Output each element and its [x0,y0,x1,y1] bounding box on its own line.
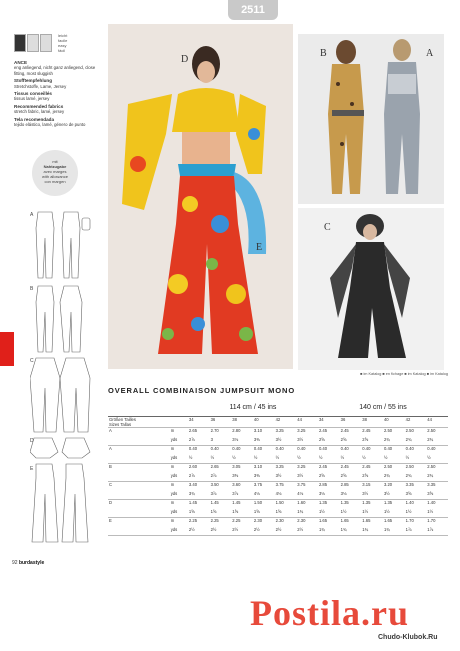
badge-line: avec marges [43,169,67,174]
yardage-cell: 2⅝ [318,437,340,446]
yardage-cell: 2⅝ [361,473,383,482]
yardage-cell: 2.85 [340,482,349,487]
model-illustration [298,208,444,370]
info-heading: Recommended fabrics [14,103,64,109]
yardage-cell: 4⅛ [275,491,297,500]
figure-letter: B [320,48,327,59]
table-row [108,482,448,491]
yardage-cell: 3.35 [405,482,414,487]
yardage-cell: 0.40 [210,446,219,451]
main-photo-d-e [108,24,293,369]
group-header: 140 cm / 55 ins [318,404,448,417]
row-label [108,473,170,482]
info-heading: Stofftempfehlung [14,78,53,84]
sketch-label-d: D [30,438,34,444]
size-cell: 42 [405,417,427,428]
yardage-cell: 2½ [296,527,318,536]
row-label [108,509,170,518]
size-cell: 36 [340,417,362,428]
unit-label: m [170,500,175,505]
difficulty-line: fácil [58,48,66,53]
yardage-cell: 0.40 [253,446,263,451]
fabric-icon [40,34,52,52]
row-label [108,527,170,536]
info-text: tejido elástico, lamé, género de punto [14,122,86,128]
table-group-header [108,404,448,417]
yardage-cell: ½ [318,455,340,464]
size-cell: 36 [210,417,232,428]
yardage-cell: 3⅛ [231,437,253,446]
yardage-cell: 2¾ [383,437,405,446]
seam-allowance-badge [32,150,78,196]
table-row [108,446,448,455]
yardage-cell: 2.30 [275,518,284,523]
yardage-cell: 0.40 [340,446,349,451]
yardage-cell: 2¾ [426,437,448,446]
yardage-cell: ½ [188,455,210,464]
yardage-cell: 0.40 [275,446,284,451]
info-text: eng anliegend, nicht ganz anliegend, close fitting, most sluggish [14,65,96,76]
size-cell: 44 [426,417,448,428]
yardage-cell: 2½ [253,527,275,536]
row-label: A [109,446,112,451]
size-label: Sizes Tallas [109,422,132,427]
table-row [108,509,448,518]
size-cell: 40 [253,417,275,428]
info-heading: Tissus conseillés [14,91,52,97]
difficulty-text [58,33,98,53]
page-footer [12,560,44,566]
yardage-cell: 1⅝ [231,509,253,518]
yardage-cell: 1¾ [361,527,383,536]
yardage-cell: 3⅛ [318,491,340,500]
yardage-cell: 2⅝ [318,473,340,482]
yardage-cell: 2⅞ [188,473,210,482]
yardage-cell: 1.40 [405,500,414,505]
footer-brand: burdastyle [18,560,45,566]
yardage-cell: 2.50 [427,428,436,433]
section-title: OVERALL COMBINAISON JUMPSUIT MONO [108,386,296,395]
yardage-cell: 1.65 [383,518,393,523]
yardage-cell: 3.25 [275,428,284,433]
badge-line: mit [52,159,58,164]
yardage-cell: 3½ [275,437,297,446]
yardage-table [108,404,448,536]
yardage-cell: 1¾ [318,527,340,536]
table-row [108,491,448,500]
yardage-cell: 1⅝ [275,509,297,518]
yardage-cell: 3.50 [210,482,219,487]
figure-letter: D [181,54,189,65]
yardage-cell: 3¾ [188,491,210,500]
sketch-label-c: C [30,358,34,364]
yardage-cell: 3⅜ [253,437,275,446]
yardage-cell: 3.75 [275,482,284,487]
yardage-cell: 2½ [188,527,210,536]
yardage-cell: ½ [231,455,253,464]
yardage-cell: 2.25 [210,518,219,523]
yardage-cell: 2.60 [188,464,198,469]
yardage-cell: 2.25 [188,518,198,523]
figure-letter: A [426,48,434,59]
figure-letter: C [324,222,331,233]
yardage-cell: ½ [340,455,362,464]
figure-letter: E [256,242,263,253]
yardage-cell: ½ [383,455,405,464]
size-cell: 40 [383,417,405,428]
yardage-cell: 1.45 [232,500,241,505]
yardage-cell: 2⅝ [340,437,362,446]
table-body [108,428,448,536]
yardage-cell: 2.45 [362,464,371,469]
yardage-cell: 4⅛ [253,491,275,500]
yardage-cell: 3.05 [232,464,241,469]
row-label: D [109,500,113,505]
yardage-cell: 3.25 [297,464,306,469]
yardage-cell: 1½ [383,509,405,518]
yardage-cell: ½ [361,455,383,464]
yardage-cell: 1⅝ [210,509,232,518]
yardage-cell: 1.35 [340,500,349,505]
badge-line: Nahtzugabe [43,164,67,169]
yardage-cell: 3.10 [253,428,263,433]
yardage-cell: 2⅝ [361,437,383,446]
yardage-cell: 2.25 [232,518,241,523]
unit-label: yds [170,455,188,464]
fabric-icon [27,34,39,52]
yardage-cell: 2.45 [318,464,328,469]
yardage-cell: 2.50 [427,464,436,469]
info-heading: Tela recomendada [14,116,54,122]
technical-sketches [30,208,102,548]
yardage-cell: 2⅞ [210,473,232,482]
yardage-cell: 2.45 [340,428,349,433]
yardage-cell: 3.25 [275,464,284,469]
yardage-cell: 0.40 [297,446,306,451]
size-cell: 42 [275,417,297,428]
photo-credits: ■ im Katalog ■ en fichage ■ im Katalog ■ im Katalog [360,372,448,376]
yardage-cell: 1.45 [188,500,198,505]
yardage-cell: 0.40 [188,446,198,451]
unit-label: yds [170,437,188,446]
difficulty-line: easy [58,43,67,48]
unit-label: m [170,446,175,451]
yardage-cell: ½ [296,455,318,464]
yardage-cell: 3⅜ [253,473,275,482]
table-row [108,437,448,446]
pattern-number: 2511 [228,0,278,20]
row-label: E [109,518,112,523]
row-label: C [109,482,113,487]
yardage-cell: 1¾ [340,527,362,536]
unit-label: m [170,518,175,523]
yardage-cell: 0.40 [232,446,241,451]
yardage-cell: 3.75 [253,482,263,487]
unit-label: m [170,464,175,469]
table-row [108,500,448,509]
yardage-cell: ½ [253,455,275,464]
info-text: Stretchstoffe, Lame, Jersey [14,83,67,89]
size-cell: 44 [296,417,318,428]
yardage-cell: 1.65 [340,518,349,523]
table-row [108,527,448,536]
yardage-cell: 1½ [361,509,383,518]
table-cell [108,404,188,417]
row-label: A [109,428,112,433]
yardage-cell: 1½ [340,509,362,518]
yardage-cell: 1½ [405,509,427,518]
unit-label: yds [170,527,188,536]
yardage-cell: 3⅜ [231,473,253,482]
yardage-cell: ½ [426,455,448,464]
difficulty-line: facile [58,38,68,43]
yardage-cell: 2¾ [405,473,427,482]
yardage-cell: 3.25 [297,428,306,433]
yardage-cell: ½ [275,455,297,464]
yardage-cell: 0.40 [362,446,371,451]
difficulty-line: leicht [58,33,68,38]
yardage-cell: 2¾ [383,473,405,482]
badge-line: con margen [44,179,66,184]
yardage-cell: 3⅞ [210,491,232,500]
yardage-cell: 1.50 [275,500,284,505]
yardage-cell: 1⅝ [253,509,275,518]
yardage-cell: 3½ [275,473,297,482]
yardage-cell: 0.40 [427,446,436,451]
yardage-cell: 1½ [426,509,448,518]
yardage-cell: 2¾ [426,473,448,482]
unit-label: yds [170,491,188,500]
table-row [108,518,448,527]
info-heading: ANCE [14,60,28,65]
yardage-cell: 1.40 [427,500,436,505]
yardage-cell: 2.65 [188,428,198,433]
yardage-cell: 3 [210,437,232,446]
watermark-site: Chudo-Klubok.Ru [378,634,438,641]
size-cell: 38 [231,417,253,428]
difficulty-icons [14,34,52,52]
yardage-cell: 1.35 [362,500,371,505]
yardage-cell: 3.10 [253,464,263,469]
yardage-cell: 3⅛ [340,491,362,500]
fabric-info [14,58,106,127]
yardage-cell: 0.40 [405,446,414,451]
size-label: Größen Tailles [109,417,136,422]
yardage-cell: 2¾ [405,437,427,446]
yardage-cell: 3.35 [427,482,436,487]
yardage-cell: 3½ [296,437,318,446]
footer-page-number: 92 [12,560,18,566]
yardage-cell: 3.75 [297,482,306,487]
yardage-cell: 2.45 [340,464,349,469]
photo-b-a [298,34,444,204]
yardage-cell: 4⅛ [296,491,318,500]
info-text: stretch fabric, lamé, jersey [14,109,65,115]
yardage-cell: 2.30 [297,518,306,523]
yardage-cell: ½ [405,455,427,464]
scissors-icon [14,34,26,52]
size-cell: 34 [188,417,210,428]
yardage-cell: 1⅝ [188,509,210,518]
yardage-cell: 2.50 [383,464,393,469]
unit-label: yds [170,509,188,518]
yardage-cell: 2⅝ [340,473,362,482]
row-label: B [109,464,112,469]
row-label [108,437,170,446]
yardage-cell: 2⅞ [188,437,210,446]
yardage-cell: 1¾ [383,527,405,536]
yardage-cell: 1.45 [210,500,219,505]
yardage-cell: 1⅞ [405,527,427,536]
model-illustration [108,24,293,369]
yardage-cell: 2.50 [405,428,414,433]
yardage-cell: 1⅞ [426,527,448,536]
row-label [108,491,170,500]
table-row [108,455,448,464]
yardage-cell: 3½ [383,491,405,500]
size-cell: 38 [361,417,383,428]
yardage-cell: 3⅞ [231,491,253,500]
section-tab [0,332,14,366]
yardage-cell: 2½ [210,527,232,536]
row-label [108,455,170,464]
yardage-cell: 2.50 [383,428,393,433]
unit-label: m [170,482,175,487]
photo-c [298,208,444,370]
yardage-cell: 3⅝ [426,491,448,500]
yardage-cell: 3½ [296,473,318,482]
sketch-label-a: A [30,212,34,218]
yardage-cell: 0.40 [383,446,393,451]
yardage-cell: 3.40 [188,482,198,487]
yardage-cell: 1.35 [383,500,393,505]
yardage-cell: 1.50 [253,500,263,505]
yardage-cell: 2.80 [232,428,241,433]
yardage-cell: 3½ [361,491,383,500]
table-row [108,464,448,473]
sketch-drawings [30,208,102,548]
yardage-cell: 1.70 [427,518,436,523]
yardage-cell: 3⅝ [405,491,427,500]
unit-label: yds [170,473,188,482]
yardage-cell: 3.60 [232,482,241,487]
yardage-cell: 0.40 [318,446,328,451]
yardage-cell: 2.85 [318,482,328,487]
watermark-logo: Postila.ru [250,593,409,633]
yardage-cell: 2½ [231,527,253,536]
yardage-cell: 2.45 [318,428,328,433]
sizes-row [108,417,448,428]
yardage-cell: 2.30 [253,518,263,523]
models-illustration [298,34,444,204]
yardage-cell: 3.15 [362,482,371,487]
yardage-cell: 1.65 [318,518,328,523]
yardage-cell: 1.35 [318,500,328,505]
table-row [108,473,448,482]
yardage-cell: 2.70 [210,428,219,433]
table-cell [170,417,188,428]
unit-label: m [170,428,175,433]
table-cell [108,417,170,428]
yardage-cell: 2½ [275,527,297,536]
yardage-cell: 1¾ [296,509,318,518]
info-text: tissus lamé, jersey [14,96,50,102]
sketch-label-b: B [30,286,34,292]
yardage-cell: 2.65 [210,464,219,469]
yardage-cell: 1.70 [405,518,414,523]
size-cell: 34 [318,417,340,428]
yardage-cell: 3.20 [383,482,393,487]
badge-line: with allowance [41,174,68,179]
table-row [108,428,448,437]
yardage-cell: 2.50 [405,464,414,469]
yardage-cell: 1½ [318,509,340,518]
group-header: 114 cm / 45 ins [188,404,318,417]
yardage-cell: ½ [210,455,232,464]
yardage-cell: 1.60 [297,500,306,505]
yardage-cell: 2.45 [362,428,371,433]
sketch-label-e: E [30,466,34,472]
yardage-cell: 1.65 [362,518,371,523]
